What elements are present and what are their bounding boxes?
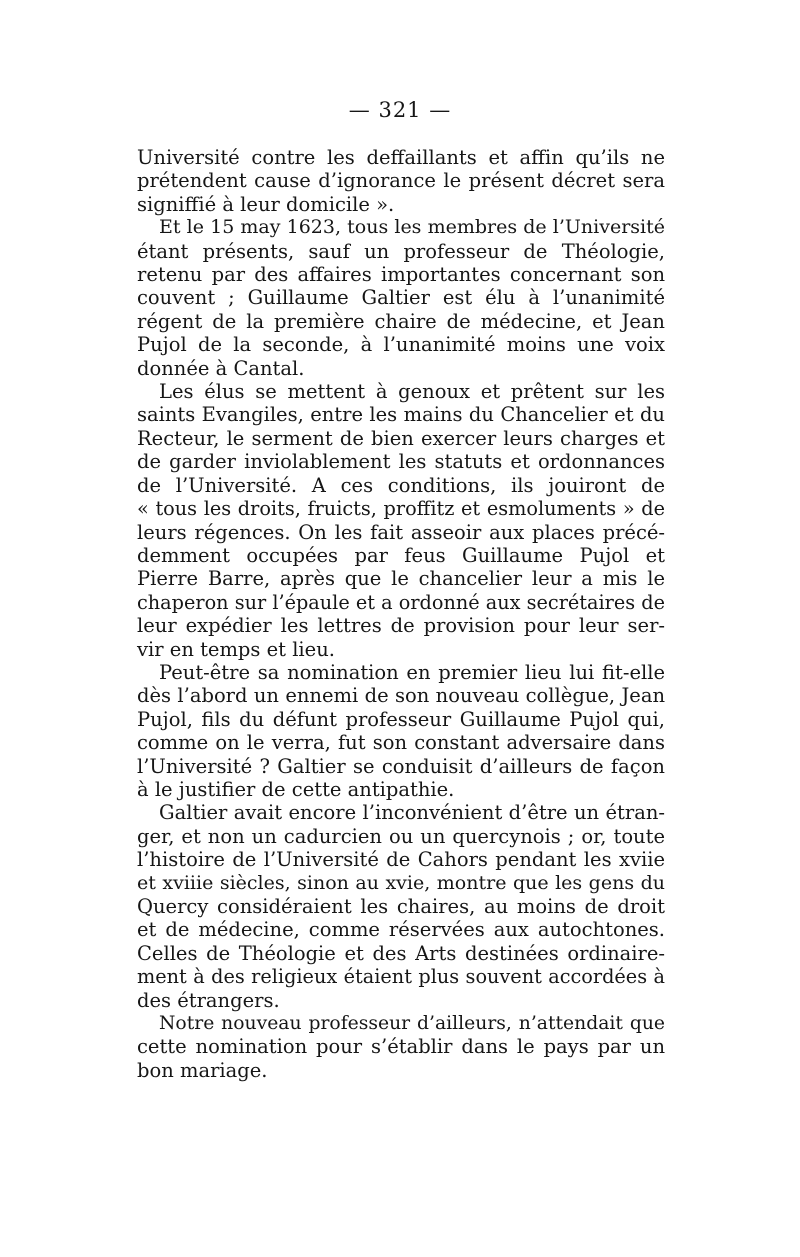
text-line: leurs régences. On les fait asseoir aux places précé-: [137, 520, 665, 544]
text-line: Les élus se mettent à genoux et prêtent sur les: [159, 380, 665, 404]
text-line: bon mariage.: [137, 1058, 268, 1082]
text-line: Pierre Barre, après que le chancelier leur a mis le: [137, 567, 665, 591]
paragraph: [137, 146, 665, 216]
text-line: Peut-être sa nomination en premier lieu lui fit-elle: [159, 660, 665, 684]
text-line: Quercy considéraient les chaires, au moins de droit: [137, 895, 665, 918]
text-line: chaperon sur l’épaule et a ordonné aux secrétaires de: [137, 590, 665, 614]
text-line: de garder inviolablement les statuts et ordonnances: [137, 450, 665, 474]
text-line: « tous les droits, fruicts, proffitz et esmoluments » de: [137, 497, 665, 521]
text-line: Celles de Théologie et des Arts destinées ordinaire-: [137, 941, 665, 965]
text-line: et xviiie siècles, sinon au xvie, montre que les gens du: [137, 871, 665, 894]
text-line: régent de la première chaire de médecine, et Jean: [137, 309, 665, 333]
text-line: leur expédier les lettres de provision pour leur ser-: [137, 614, 665, 638]
text-line: Université contre les deffaillants et affin qu’ils ne: [137, 146, 665, 169]
text-line: et de médecine, comme réservées aux autochtones.: [137, 918, 665, 942]
text-line: l’Université ? Galtier se conduisit d’ailleurs de façon: [137, 754, 665, 778]
paragraph: [137, 661, 665, 801]
text-line: ment à des religieux étaient plus souvent accordées à: [137, 965, 665, 989]
text-line: prétendent cause d’ignorance le présent décret sera: [137, 169, 665, 193]
page-number: — 321 —: [348, 98, 452, 122]
text-line: ger, et non un cadurcien ou un quercynois ; or, toute: [137, 824, 665, 848]
paragraph: [137, 801, 665, 1012]
paragraph: [137, 216, 665, 380]
text-line: Pujol, fils du défunt professeur Guillaume Pujol qui,: [137, 707, 665, 731]
text-line: signiffié à leur domicile ».: [137, 192, 395, 216]
text-line: Et le 15 may 1623, tous les membres de l’Université: [159, 216, 665, 239]
text-line: couvent ; Guillaume Galtier est élu à l’unanimité: [137, 286, 665, 310]
text-line: cette nomination pour s’établir dans le pays par un: [137, 1035, 665, 1059]
text-line: dès l’abord un ennemi de son nouveau collègue, Jean: [137, 684, 665, 708]
text-line: Galtier avait encore l’inconvénient d’être un étran-: [159, 801, 665, 825]
text-line: étant présents, sauf un professeur de Théologie,: [137, 239, 665, 263]
text-line: retenu par des affaires importantes concernant son: [137, 263, 665, 287]
text-line: Pujol de la seconde, à l’unanimité moins une voix: [137, 333, 665, 357]
text-line: donnée à Cantal.: [137, 356, 305, 380]
text-line: demment occupées par feus Guillaume Pujol et: [137, 543, 665, 567]
paragraph: [137, 1012, 665, 1082]
text-line: à le justifier de cette antipathie.: [137, 777, 455, 801]
text-line: comme on le verra, fut son constant adversaire dans: [137, 731, 665, 755]
text-line: Recteur, le serment de bien exercer leurs charges et: [137, 426, 665, 450]
text-line: l’histoire de l’Université de Cahors pendant les xviie: [137, 848, 665, 872]
text-line: vir en temps et lieu.: [137, 637, 335, 661]
text-line: de l’Université. A ces conditions, ils jouiront de: [137, 473, 665, 497]
text-line: des étrangers.: [137, 988, 280, 1012]
text-line: saints Evangiles, entre les mains du Chancelier et du: [137, 403, 665, 427]
text-line: Notre nouveau professeur d’ailleurs, n’attendait que: [159, 1013, 665, 1035]
paragraph: [137, 380, 665, 661]
body-text: [137, 146, 665, 1082]
